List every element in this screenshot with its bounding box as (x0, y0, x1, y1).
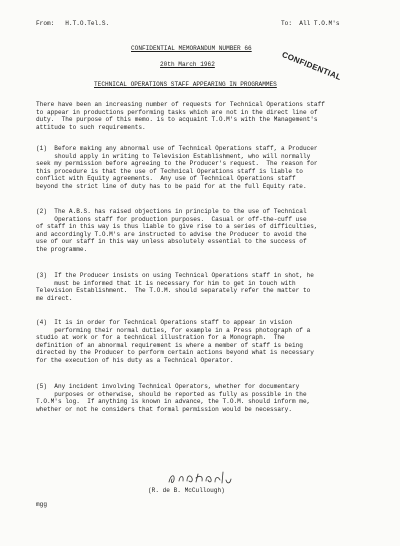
intro-line: attitude to such requirements. (36, 123, 146, 131)
item-1 (36, 145, 366, 191)
item-line: and accordingly T.O.M's are instructed to advise the Producer to avoid the (36, 230, 307, 238)
signatory-name: (R. de B. McCullough) (148, 487, 225, 494)
item-4 (36, 319, 366, 365)
handwritten-signature (165, 466, 235, 488)
item-2 (36, 208, 366, 254)
memo-date: 20th March 1962 (160, 61, 215, 68)
item-line: conflict with Equity agreements. Any use of Technical Operations staff (36, 175, 296, 183)
item-line: (5) Any incident involving Technical Operators, whether for documentary (36, 383, 300, 390)
memo-subject: TECHNICAL OPERATIONS STAFF APPEARING IN PROGRAMMES (94, 81, 277, 88)
item-line: (4) It is in order for Technical Operations staff to appear in vision (36, 319, 292, 326)
item-line: the programme. (36, 245, 88, 253)
item-line: beyond the strict line of duty has to be paid for at the full Equity rate. (36, 182, 307, 190)
item-line: performing their normal duties, for example in a Press photograph of a (36, 326, 311, 334)
memo-to: To: All T.O.M's (281, 20, 340, 27)
item-line: for the execution of his duty as a Technical Operator. (36, 356, 234, 364)
item-line: me direct. (36, 294, 73, 302)
item-line: this procedure is that the use of Technical Operations staff is liable to (36, 167, 303, 175)
item-line: T.O.M's log. If anything is known in advance, the T.O.M. should inform me, (36, 398, 311, 406)
intro-line: to appear in productions performing tasks which are not in the direct line of (36, 108, 318, 116)
item-line: (3) If the Producer insists on using Technical Operations staff in shot, he (36, 272, 314, 279)
item-line: whether or not he considers that formal permission would be necessary. (36, 405, 292, 413)
item-line: definition of an abnormal requirement is where a member of staff is being (36, 341, 303, 349)
memo-from: From: H.T.O.Tel.S. (36, 20, 110, 27)
item-line: of staff in this way is thus liable to give rise to a series of difficulties, (36, 223, 318, 231)
item-line: (1) Before making any abnormal use of Technical Operations staff, a Producer (36, 145, 318, 152)
item-line: should apply in writing to Television Establishment, who will normally (36, 152, 311, 160)
item-line: must be informed that it is necessary for him to get in touch with (36, 279, 296, 287)
item-line: directed by the Producer to perform certain actions beyond what is necessary (36, 349, 314, 357)
item-line: Operations staff for production purposes. Casual or off-the-cuff use (36, 215, 307, 223)
confidential-stamp: CONFIDENTIAL (280, 50, 343, 83)
intro-paragraph (36, 101, 366, 131)
typist-reference: mgg (36, 501, 47, 508)
intro-line: There have been an increasing number of requests for Technical Operations staff (36, 101, 325, 108)
item-line: use of our staff in this way unless absolutely essential to the success of (36, 238, 307, 246)
item-line: studio at work or for a technical illustration for a Monograph. The (36, 334, 285, 342)
item-line: (2) The A.B.S. has raised objections in principle to the use of Technical (36, 208, 307, 215)
item-line: Television Establishment. The T.O.M. should separately refer the matter to (36, 287, 311, 295)
item-3 (36, 272, 366, 302)
memo-title: CONFIDENTIAL MEMORANDUM NUMBER 66 (131, 45, 252, 52)
item-line: purposes or otherwise, should be reported as fully as possible in the (36, 390, 307, 398)
item-5 (36, 383, 366, 413)
intro-line: duty. The purpose of this memo. is to acquaint T.O.M's with the Management's (36, 116, 318, 124)
item-line: seek my permission before agreeing to the Producer's request. The reason for (36, 160, 318, 168)
